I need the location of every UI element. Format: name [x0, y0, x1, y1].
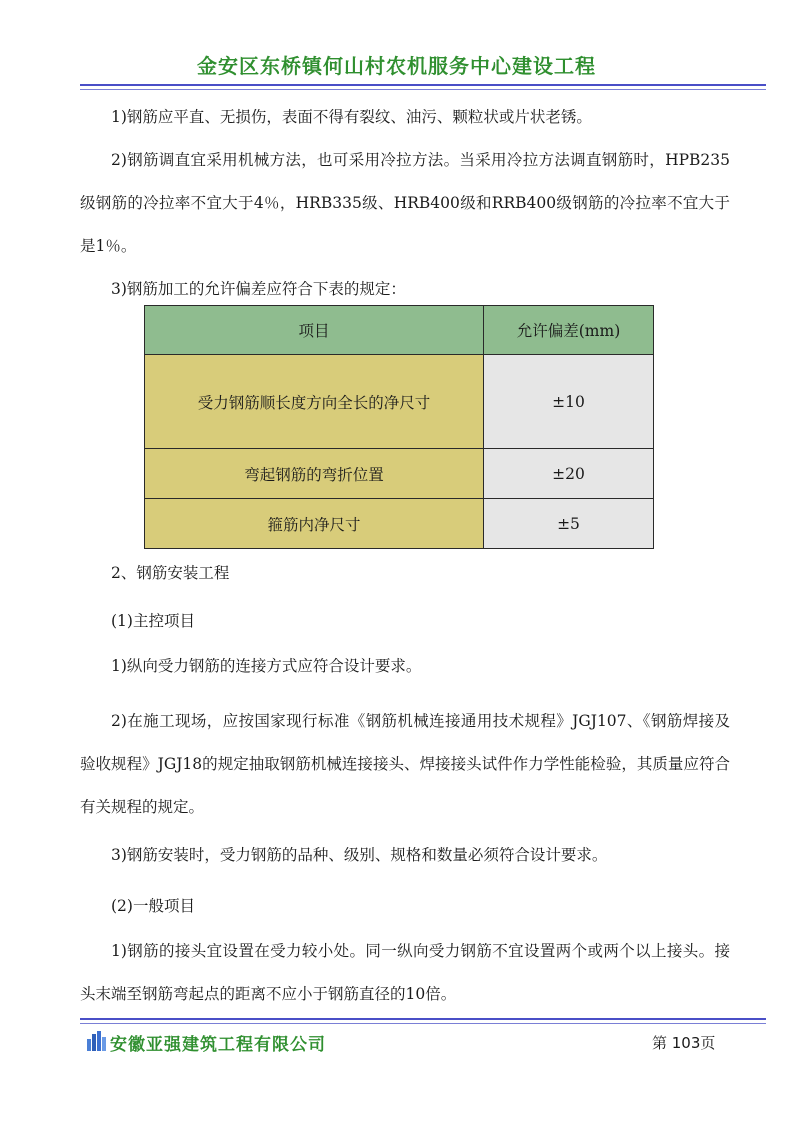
paragraph-installation-requirements: 3)钢筋安装时，受力钢筋的品种、级别、规格和数量必须符合设计要求。: [111, 846, 608, 864]
tolerance-table: [144, 305, 654, 549]
table-row: [145, 449, 654, 499]
footer-page-number: 第 103页: [652, 1034, 716, 1052]
paragraph-joint-location: 1)钢筋的接头宜设置在受力较小处。同一纵向受力钢筋不宜设置两个或两个以上接头。接头末端至钢筋弯起点的距离不应小于钢筋直径的10倍。: [80, 942, 730, 1003]
paragraph-straightness: 1)钢筋应平直、无损伤，表面不得有裂纹、油污、颗粒状或片状老锈。: [111, 108, 592, 126]
paragraph-site-testing: 2)在施工现场，应按国家现行标准《钢筋机械连接通用技术规程》JGJ107、《钢筋焊接及验收规程》JGJ18的规定抽取钢筋机械连接接头、焊接接头试件作力学性能检验，其质量应符合有关规程的规定。: [80, 712, 730, 816]
table-cell-item: 弯起钢筋的弯折位置: [145, 449, 484, 499]
table-header-row: [145, 306, 654, 355]
table-cell-value: ±10: [484, 355, 654, 449]
table-cell-item: 受力钢筋顺长度方向全长的净尺寸: [145, 355, 484, 449]
section-heading-installation: 2、钢筋安装工程: [111, 564, 230, 582]
page-header-title: 金安区东桥镇何山村农机服务中心建设工程: [197, 54, 596, 78]
table-header-tolerance: 允许偏差(mm): [484, 306, 654, 355]
subheading-main-control: (1)主控项目: [111, 612, 195, 630]
subheading-general-items: (2)一般项目: [111, 897, 195, 915]
table-row: [145, 499, 654, 549]
building-logo-icon: [86, 1031, 108, 1051]
paragraph-straightening: 2)钢筋调直宜采用机械方法，也可采用冷拉方法。当采用冷拉方法调直钢筋时，HPB235级钢筋的冷拉率不宜大于4％，HRB335级、HRB400级和RRB400级钢筋的冷拉率不宜大于是1％。: [80, 151, 730, 255]
table-cell-item: 箍筋内净尺寸: [145, 499, 484, 549]
table-row: [145, 355, 654, 449]
table-cell-value: ±5: [484, 499, 654, 549]
paragraph-tolerance-intro: 3)钢筋加工的允许偏差应符合下表的规定：: [111, 280, 406, 298]
footer-rule-thin: [80, 1023, 766, 1024]
table-header-item: 项目: [145, 306, 484, 355]
header-rule-thick: [80, 84, 766, 86]
table-cell-value: ±20: [484, 449, 654, 499]
paragraph-connection-method: 1)纵向受力钢筋的连接方式应符合设计要求。: [111, 657, 422, 675]
footer-rule-thick: [80, 1018, 766, 1020]
footer-company-name: 安徽亚强建筑工程有限公司: [110, 1035, 326, 1055]
header-rule-thin: [80, 89, 766, 90]
